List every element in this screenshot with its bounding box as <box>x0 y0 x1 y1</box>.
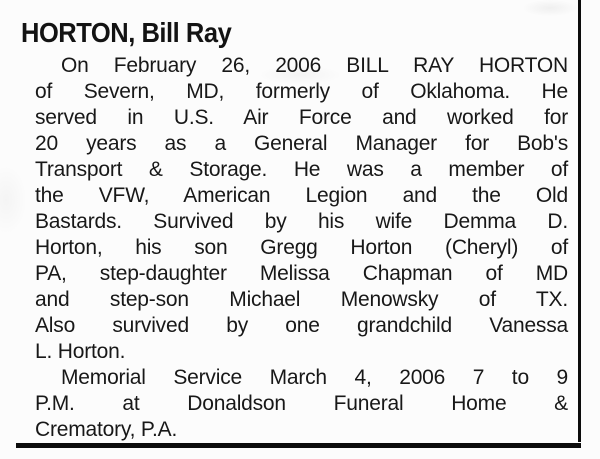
obituary-line: Crematory, P.A. <box>35 418 178 441</box>
obituary-line: 20 years as a General Manager for Bob's <box>35 132 568 155</box>
column-rule-right <box>578 0 581 442</box>
obituary-line: Also survived by one grandchild Vanessa <box>35 314 568 337</box>
obituary-line: L. Horton. <box>35 340 126 363</box>
obituary-line: PA, step-daughter Melissa Chapman of MD <box>35 262 568 285</box>
obituary-line: P.M. at Donaldson Funeral Home & <box>35 392 568 415</box>
obituary-surname-header: HORTON, Bill Ray <box>21 17 232 48</box>
obituary-line: Horton, his son Gregg Horton (Cheryl) of <box>35 236 568 259</box>
obituary-line: Bastards. Survived by his wife Demma D. <box>35 210 568 233</box>
obituary-line: Memorial Service March 4, 2006 7 to 9 <box>61 366 568 389</box>
obituary-body <box>35 53 568 443</box>
obituary-line: and step-son Michael Menowsky of TX. <box>35 288 568 311</box>
clipping-bottom-rule <box>16 443 581 448</box>
obituary-line: On February 26, 2006 BILL RAY HORTON <box>61 54 568 77</box>
obituary-line: Transport & Storage. He was a member of <box>35 158 568 181</box>
obituary-line: served in U.S. Air Force and worked for <box>35 106 568 129</box>
obituary-line: of Severn, MD, formerly of Oklahoma. He <box>35 80 568 103</box>
obituary-line: the VFW, American Legion and the Old <box>35 184 568 207</box>
